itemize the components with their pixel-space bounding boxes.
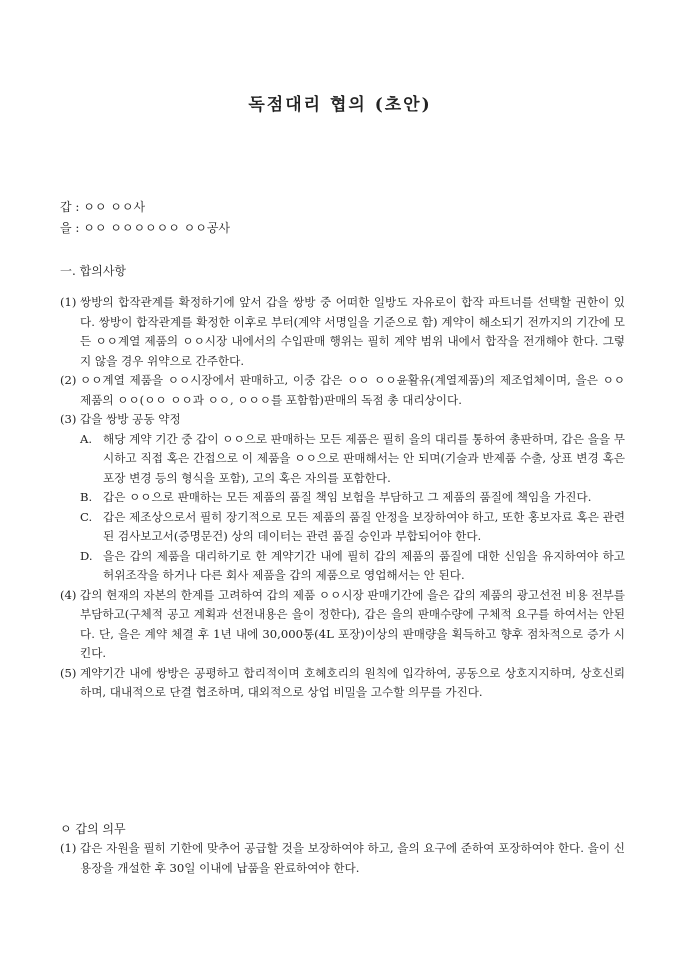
agreement-item — [60, 664, 625, 703]
agreement-item — [60, 586, 625, 664]
subitem-letter: C. — [80, 509, 93, 524]
agreement-subitem — [60, 430, 625, 489]
item-text: ㅇㅇ계열 제품을 ㅇㅇ시장에서 판매하고, 이중 갑은 ㅇㅇ ㅇㅇ윤활유(계열제품)의 제조업체이며, 을은 ㅇㅇ제품의 ㅇㅇ(ㅇㅇ ㅇㅇ과 ㅇㅇ, ㅇㅇㅇ를 포함함)판매의 독점 총 대리상이다. — [80, 373, 625, 407]
agreement-body — [60, 293, 625, 703]
agreement-item — [60, 293, 625, 371]
document-title: 독점대리 협의 (초안) — [248, 95, 432, 115]
party-gap: 갑 : ㅇㅇ ㅇㅇ사 — [60, 200, 146, 214]
subitem-letter: D. — [80, 548, 93, 563]
subitem-letter: A. — [80, 431, 93, 446]
item-text: 갑을 쌍방 공동 약정 — [80, 412, 181, 426]
agreement-subitem — [60, 547, 625, 586]
item-text: 갑의 현재의 자본의 한계를 고려하여 갑의 제품 ㅇㅇ시장 판매기간에 을은 갑의 제품의 광고선전 비용 전부를 부담하고(구체적 공고 계획과 선전내용은 을이 정한다), 갑은 을의 판매수량에 구체적 요구를 하여서는 안된다. 단, 을은 계약 체결 후 1년 내에 30,000통(4L 포장)이상의 판매량을 획득하고 향후 점차적으로 증가 시킨다. — [80, 587, 625, 660]
section-heading-gap-duties: ㅇ 갑의 의무 — [60, 822, 126, 836]
item-text: 쌍방의 합작관계를 확정하기에 앞서 갑을 쌍방 중 어떠한 일방도 자유로이 합작 파트너를 선택할 권한이 있다. 쌍방이 합작관계를 확정한 이후로 부터(계약 서명일을 기준으로 함) 계약이 해소되기 전까지의 기간에 모든 ㅇㅇ계열 제품의 ㅇㅇ시장 내에서의 수입판매 행위는 필히 계약 범위 내에서 합작을 전개해야 한다. 그렇지 않을 경우 위약으로 간주한다. — [80, 295, 625, 368]
agreement-subitem — [60, 488, 625, 508]
item-number: (1) — [60, 295, 77, 309]
subitem-text: 해당 계약 기간 중 갑이 ㅇㅇ으로 판매하는 모든 제품은 필히 을의 대리를 통하여 총판하며, 갑은 을을 무시하고 직접 혹은 간접으로 이 제품을 ㅇㅇ으로 판매해서는 안 되며(기술과 반제품 수출, 상표 변경 혹은 포장 변경 등의 형식을 포함), 고의 혹은 자의를 포함한다. — [103, 431, 625, 485]
subitem-text: 갑은 제조상으로서 필히 장기적으로 모든 제품의 품질 안정을 보장하여야 하고, 또한 홍보자료 혹은 관련된 검사보고서(증명문건) 상의 데이터는 관련 품질 승인과 부합되어야 한다. — [103, 509, 625, 543]
item-number: (2) — [60, 373, 77, 387]
agreement-subitem — [60, 508, 625, 547]
item-text: 갑은 자원을 필히 기한에 맞추어 공급할 것을 보장하여야 하고, 을의 요구에 준하여 포장하여야 한다. 을이 신용장을 개설한 후 30일 이내에 납품을 완료하여야 한다. — [80, 841, 625, 875]
subitem-text: 을은 갑의 제품을 대리하기로 한 계약기간 내에 필히 갑의 제품의 품질에 대한 신임을 유지하여야 하고 허위조작을 하거나 다른 회사 제품을 갑의 제품으로 영업해서는 안 된다. — [103, 548, 625, 582]
item-number: (5) — [60, 665, 77, 680]
agreement-item — [60, 410, 625, 430]
item-number: (1) — [60, 841, 77, 855]
agreement-item — [60, 371, 625, 410]
subitem-text: 갑은 ㅇㅇ으로 판매하는 모든 제품의 품질 책임 보험을 부담하고 그 제품의 품질에 책임을 가진다. — [103, 490, 592, 504]
item-text: 계약기간 내에 쌍방은 공평하고 합리적이며 호혜호리의 원칙에 입각하여, 공동으로 상호지지하며, 상호신뢰하며, 대내적으로 단결 협조하며, 대외적으로 상업 비밀을 고수할 의무를 가진다. — [80, 665, 625, 699]
party-eul: 을 : ㅇㅇ ㅇㅇㅇㅇㅇㅇ ㅇㅇ공사 — [60, 221, 230, 235]
gap-duties-body — [60, 839, 625, 878]
item-number: (3) — [60, 412, 77, 426]
duty-item — [60, 839, 625, 878]
section-heading-agreement: 一. 합의사항 — [60, 264, 126, 278]
item-number: (4) — [60, 587, 77, 602]
subitem-letter: B. — [80, 490, 93, 504]
